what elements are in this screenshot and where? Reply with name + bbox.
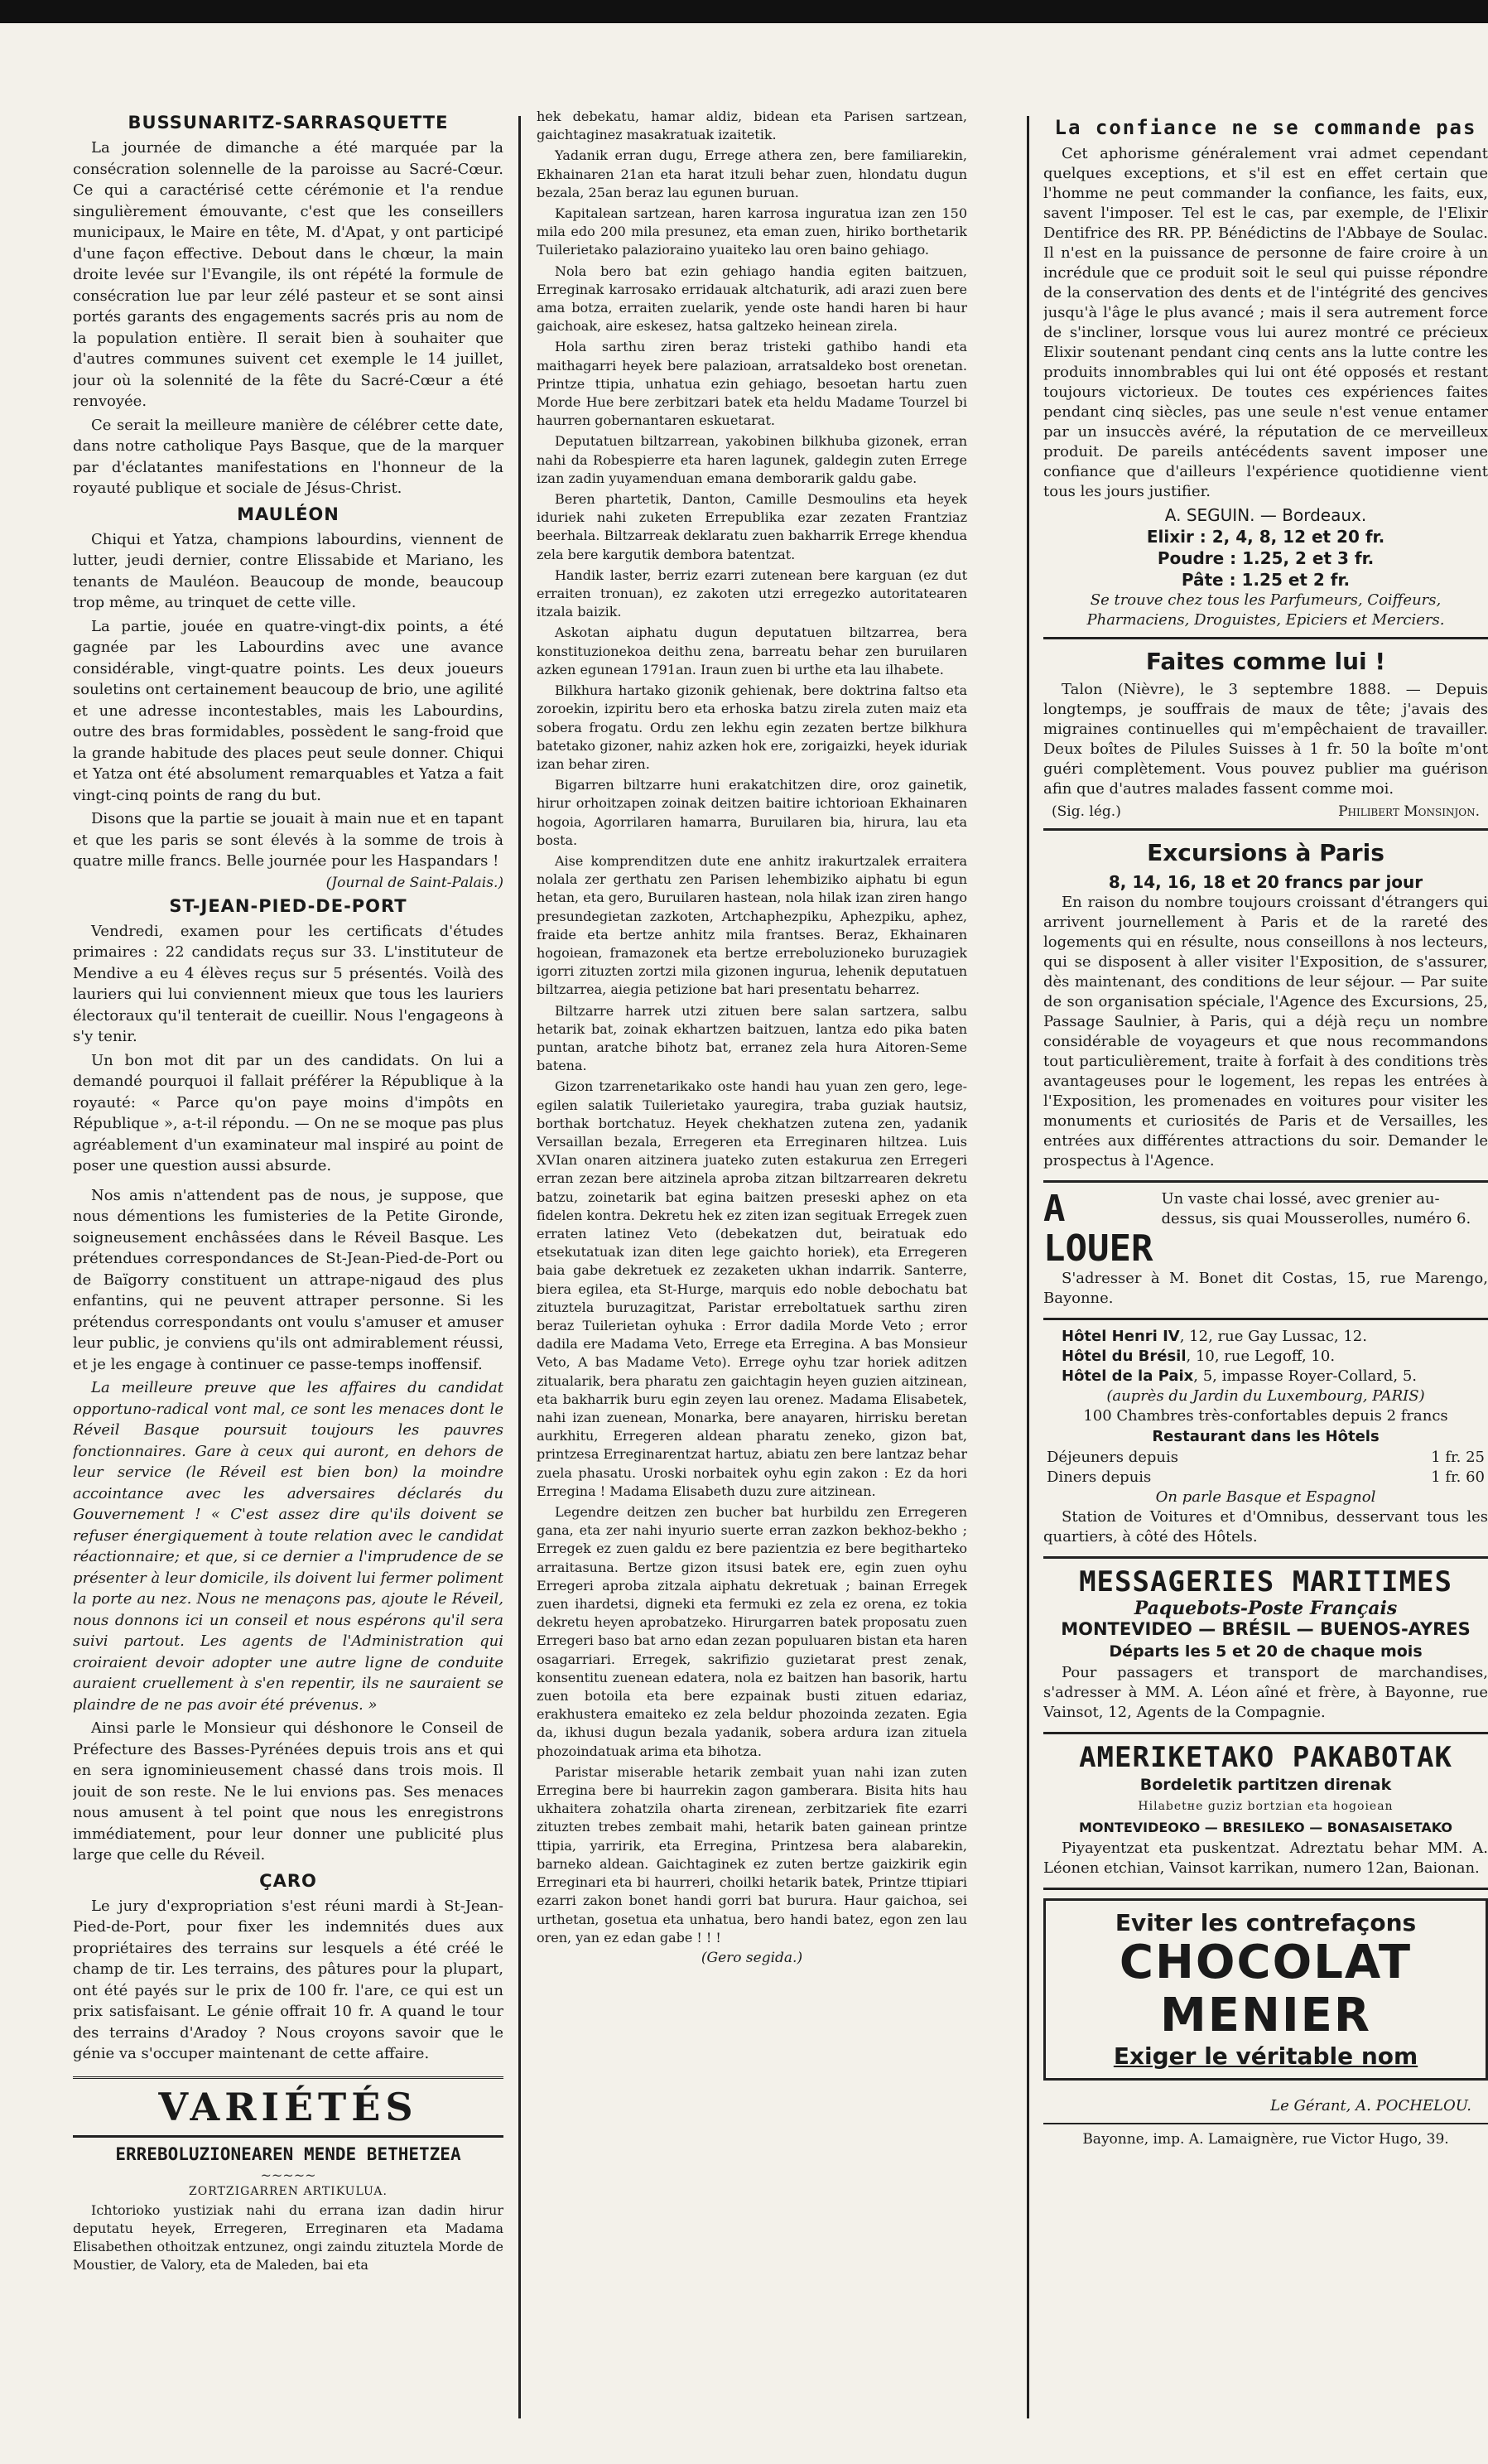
paragraph: Nos amis n'attendent pas de nous, je suppose, que nous démentions les fumisteries de la Petite Gironde, soigneusement enchâssées dans le Réveil Basque. Les prétendues correspondances de St-Jean-Pied-de-Port ou de Baïgorry constituent un attrape-nigaud des plus enfantins, qui ne peuvent attraper personne. Si les prétendus correspondants ont voulu s'amuser et amuser leur public, je conviens qu'ils ont admirablement réussi, et je les engage à continuer ce passe-temps inoffensif. xyxy=(73,1186,503,1373)
availability-note: Se trouve chez tous les Parfumeurs, Coiffeurs, Pharmaciens, Droguistes, Epiciers et Merciers. xyxy=(1086,591,1445,629)
paragraph: Ainsi parle le Monsieur qui déshonore le Conseil de Préfecture des Basses-Pyrénées depuis trois ans et qui en sera ignominieusement chassé dans trois mois. Il jouit de son reste. Ne le lui envions pas. Ses menaces nous amusent à tel point que nous les enregistrons immédiatement, pour leur donner une publicité plus large que celle du Réveil. xyxy=(73,1719,503,1864)
ad-subtitle: Paquebots-Poste Français xyxy=(1134,1598,1398,1619)
ad-title: La confiance ne se commande pas xyxy=(1054,116,1477,139)
paragraph: Pour passagers et transport de marchandises, s'adresser à MM. A. Léon aîné et frère, à Bayonne, rue Vainsot, 12, Agents de la Compagnie. xyxy=(1043,1664,1488,1721)
ad-title: Excursions à Paris xyxy=(1147,839,1384,866)
hotel-address: , 10, rue Legoff, 10. xyxy=(1186,1348,1336,1365)
section-title-mauleon: MAULÉON xyxy=(237,504,339,524)
menier-line-3: MENIER xyxy=(1159,1989,1372,2042)
ornament: ~~~~~ xyxy=(260,2167,316,2183)
ad-title: MESSAGERIES MARITIMES xyxy=(1079,1565,1452,1598)
paragraph: Cet aphorisme généralement vrai admet cependant quelques exceptions, et s'il est en effet certain que l'homme ne peut commander la confiance, les faits, eux, savent l'imposer. Tel est le cas, par exemple, de l'Elixir Dentifrice des RR. PP. Bénédictins de l'Abbaye de Soulac. Il n'est en la puissance de personne de faire croire à un incrédule que ce produit soit le seul qui puisse répondre de la conservation des dents et de l'intégrité des gencives jusqu'à l'âge le plus avancé ; mais il sera autrement force de s'incliner, lorsque vous lui aurez montré ce précieux Elixir soutenant pendant cinq cents ans la lutte contre les produits innombrables qui lui ont été opposés et restant toujours victorieux. De toutes ces expériences faites pendant cinq siècles, pas une seule n'est venue entamer par un insuccès avéré, la réputation de ce merveilleux produit. De pareils antécédents savent imposer une confiance que d'ailleurs l'expérience quotidienne vient tous les jours justifier. xyxy=(1043,145,1488,500)
paragraph: Kapitalean sartzean, haren karrosa inguratua izan zen 150 mila edo 200 mila presunez, eta eman zuen, hiriko borthetarik Tuilerietako palazioraino yuaiteko lau oren baino gehiago. xyxy=(537,205,967,258)
price-value: 1 fr. 25 xyxy=(1431,1449,1485,1466)
hotel-restaurant: Restaurant dans les Hôtels xyxy=(1152,1428,1380,1445)
paragraph: Station de Voitures et d'Omnibus, desservant tous les quartiers, à côté des Hôtels. xyxy=(1043,1508,1488,1545)
signature-legal: (Sig. lég.) xyxy=(1052,803,1121,820)
price-value: 1 fr. 60 xyxy=(1431,1468,1485,1486)
route: MONTEVIDEOKO — BRESILEKO — BONASAISETAKO xyxy=(1078,1820,1452,1835)
paragraph: En raison du nombre toujours croissant d'étrangers qui arrivent journellement à Paris et de la rareté des logements qui en résulte, nous conseillons à nos lecteurs, qui se disposent à aller visiter l'Exposition, de s'assurer, dès maintenant, des conditions de leur séjour. — Par suite de son organisation spéciale, l'Agence des Excursions, 25, Passage Saulnier, à Paris, qui a déjà reçu un nombre considérable de voyageurs et que nous recommandons tout particulièrement, traite à forfait à des conditions très avantageuses pour le logement, les repas les entrées à l'Exposition, les promenades en voitures pour visiter les monuments et curiosités de Paris et de Versailles, les entrées aux différentes attractions du soir. Demander le prospectus à l'Agence. xyxy=(1043,894,1488,1169)
paragraph: Gizon tzarrenetarikako oste handi hau yuan zen gero, lege-egilen salatik Tuilerietako yauregira, traba guziak hautsiz, borthak bortchatuz. Heyek chekhatzen zutena zen, yadanik Versaillan bezala, Erregeren eta Erreginaren hiltzea. Luis XVIan onaren aitzinera juateko zuten estakurua zen Erregeri erran zezan bere aitzinela aproba zitzan biltzarrearen dekretu batzu, zoinetarik bat egina baitzen preseski aphez on eta fidelen kontra. Dekretu hek ez ziten izan segituak Erregek zuen erraten latinez Veto (debekatzen dut, beiratuak edo etsekutatuak izan diten lege gaichto horiek), eta Erregeren baia gabe dekretuek ez zezaketen ukhan indarrik. Santerre, biera egilea, eta St-Hurge, marquis edo noble debochatu bat zituztela buruzagitzat, Paristar erreboltatuek sarthu ziren beraz Tuilerietan oyhuka : Error dadila Morde Veto ; error dadila ere Madama Veto, Errege eta Erregina. A bas Monsieur Veto, A bas Madame Veto). Errege oyhu tzar horiek aditzen zitualarik, bera pharatu zen gaichtagin heyen guzien aitzinean, eta bakharrik buru egin zeyen lau orenez. Madama Elisabetek, nahi izan zuenean, Monarka, bere anayaren, hirrisku beretan aurkhitu, Erregeren aldean pharatu zeneko, gizon bat, printzesa Erreginarentzat hartuz, abiatu zen bere lantzaz behar zuela phasatu. Uroski norbaitek oyhu egin zakon : Ez da hori Erregina ! Madama Elisabeth duzu zure aitzinean. xyxy=(537,1078,967,1499)
paragraph: Paristar miserable hetarik zembait yuan nahi izan zuten Erregina bere bi haurrekin zagon gamberara. Bisita hits hau ukhaitera zohatzila oharta zirenean, zerbitzariek fite ezarri zituzten trebes zembait mahi, hetarik baten gainean printze ttipia, yarririk, eta Erregina, Printzesa bera alabarekin, barneko aldean. Gaichtaginek ez zuten bertze gaizkirik egin Erreginari eta bi haurreri, choilki hetarik batek, Printze ttipiari ezarri zakon bonet handi gorri bat burura. Haur gaichoa, sei urthetan, gosetua eta unhatua, bero handi batez, egon zen lau oren, yan ez edan gabe ! ! ! xyxy=(537,1763,967,1946)
column-3 xyxy=(1043,108,1488,2427)
paragraph: Talon (Nièvre), le 3 septembre 1888. — Depuis longtemps, je souffrais de maux de tête; j'avais des migraines continuelles qui m'empêchaient de travailler. Deux boîtes de Pilules Suisses à 1 fr. 50 la boîte m'ont guéri complètement. Vous pouvez publier ma guérison afin que d'autres malades fassent comme moi. xyxy=(1043,681,1488,798)
paragraph: hek debekatu, hamar aldiz, bidean eta Parisen sartzean, gaichtaginez masakratuak izaitetik. xyxy=(537,108,967,143)
ad-title: AMERIKETAKO PAKABOTAK xyxy=(1079,1741,1452,1774)
ad-subtitle: 8, 14, 16, 18 et 20 francs par jour xyxy=(1108,872,1423,892)
paragraph: Hola sarthu ziren beraz tristeki gathibo handi eta maithagarri heyek bere palazioan, arratsaldeko bost orenetan. Printze ttipia, unhatua ezin gehiago, besoetan hartu zuen Morde Hue bere zerbitzari batek eta heldu Madame Tourzel bi haurren gobernantaren eskuetarat. xyxy=(537,339,967,429)
paragraph: Un bon mot dit par un des candidats. On lui a demandé pourquoi il fallait préférer la République à la royauté: « Parce qu'on paye moins d'impôts en République », a-t-il répondu. — On ne se moque pas plus agréablement d'un examinateur mal inspiré au point de poser une question aussi absurde. xyxy=(73,1051,503,1174)
section-title-bussunaritz: BUSSUNARITZ-SARRASQUETTE xyxy=(128,113,449,133)
paragraph: Handik laster, berriz ezarri zutenean bere karguan (ez dut erraiten tronuan), ez zakoten utzi erregezko autoritatearen itzala baizik. xyxy=(537,567,967,620)
hotel-address: , 12, rue Gay Lussac, 12. xyxy=(1179,1328,1367,1345)
hotel-line xyxy=(1043,1367,1488,1386)
route: MONTEVIDEO — BRÉSIL — BUENOS-AYRES xyxy=(1061,1619,1471,1639)
hotel-line xyxy=(1043,1347,1488,1367)
ad-messageries xyxy=(1043,1559,1488,1734)
paragraph: Bilkhura hartako gizonik gehienak, bere doktrina faltso eta zoroekin, izpiritu bero eta erhoska batzu zirela zuten maiz eta sobera frogatu. Ordu zen lekhu egin zezaten bertze bilkhura batetako gizoner, nahiz azken hok ere, zorigaizki, heyek iduriak izan behar ziren. xyxy=(537,682,967,772)
menier-line-1: Eviter les contrefaçons xyxy=(1115,1909,1417,1936)
menier-line-4: Exiger le véritable nom xyxy=(1113,2042,1418,2070)
paragraph: La journée de dimanche a été marquée par la consécration solennelle de la paroisse au Sacré-Cœur. Ce qui a caractérisé cette cérémonie et l'a rendue singulièrement émouvante, c'est que les conseillers municipaux, le Maire en tête, M. d'Apat, y ont participé d'une façon effective. Debout dans le chœur, la main droite levée sur l'Evangile, ils ont répété la formule de consécration lue par leur zélé pasteur et se sont ainsi portés garants des engagements sacrés pris au nom de la population entière. Il serait bien à souhaiter que d'autres communes suivent cet exemple le 14 juillet, jour où la solennité de la fête du Sacré-Cœur a été renvoyée. xyxy=(73,139,503,410)
varietes-subtitle: ERREBOLUZIONEAREN MENDE BETHETZEA xyxy=(115,2143,461,2164)
paragraph: Vendredi, examen pour les certificats d'études primaires : 22 candidats reçus sur 33. L'instituteur de Mendive a eu 4 élèves reçus sur 5 présentés. Voilà des lauriers qui lui conviennent mieux que tous les lauriers électoraux qu'il tenterait de cueillir. Nous l'engageons à s'y tenir. xyxy=(73,922,503,1045)
paragraph: Askotan aiphatu dugun deputatuen biltzarrea, bera konstituzionekoa deithu zena, barreatu behar zen buruilaren azken egunean 1791an. Iraun zuen bi urthe eta lau ilhabete. xyxy=(537,624,967,677)
top-black-band xyxy=(0,0,1488,23)
paragraph: La partie, jouée en quatre-vingt-dix points, a été gagnée par les Labourdins avec une avance considérable, vingt-quatre points. Les deux joueurs souletins ont certainement beaucoup de brio, une agilité et une adresse incontestables, mais les Labourdins, outre des bras formidables, possèdent le sang-froid que la grande habitude des places peut seule donner. Chiqui et Yatza ont été absolument remarquables et Yatza a fait vingt-cinq points de rang du but. xyxy=(73,617,503,804)
ad-menier xyxy=(1043,1898,1488,2081)
price-elixir: Elixir : 2, 4, 8, 12 et 20 fr. xyxy=(1146,527,1385,547)
ad-faites xyxy=(1043,639,1488,831)
ad-subtitle-2: Hilabetне guziz bortzian eta hogoiean xyxy=(1138,1800,1394,1813)
hotel-rooms: 100 Chambres très-confortables depuis 2 francs xyxy=(1083,1407,1448,1425)
article-label: ZORTZIGARREN ARTIKULUA. xyxy=(189,2184,388,2198)
paragraph: Beren phartetik, Danton, Camille Desmoulins eta heyek iduriek nahi zuketen Errepublika ezar zezaten Frantziaz beerhala. Biltzarreak deklaratu zuen bakharrik Errege khendua zela bere kargutik dembora batentzat. xyxy=(537,491,967,562)
louer-title: A LOUER xyxy=(1043,1188,1153,1270)
varietes-banner xyxy=(73,2076,503,2138)
hotel-line xyxy=(1043,1327,1488,1347)
section-title-caro: ÇARO xyxy=(259,1870,317,1891)
paragraph: Nola bero bat ezin gehiago handia egiten baitzuen, Erreginak karrosako erridauak altchaturik, adi arazi zuen bere ama botza, erraiten zuelarik, yende oste handi haren bi haur gaichoak, aire eskesez, hatsa galtzeko heinean zirela. xyxy=(537,263,967,335)
hotel-name: Hôtel de la Paix xyxy=(1062,1367,1194,1385)
paragraph: Yadanik erran dugu, Errege athera zen, bere familiarekin, Ekhainaren 21an eta harat itzuli behar zuen, hlondatu dugun bezala, 25an beraz lau egunen buruan. xyxy=(537,147,967,200)
paragraph: Bigarren biltzarre huni erakatchitzen dire, oroz gainetik, hirur orhoitzapen zoinak deitzen baitire ichtorioan Ekhainaren hogoia, Agorrilaren hamarra, Buruilaren bia, hirura, lau eta bosta. xyxy=(537,777,967,848)
column-2 xyxy=(537,108,967,2427)
ad-ameriketako xyxy=(1043,1734,1488,1890)
column-rule-left xyxy=(518,116,521,2418)
departures: Départs les 5 et 20 de chaque mois xyxy=(1109,1642,1423,1661)
paragraph: Piyayentzat eta puskentzat. Adreztatu behar MM. A. Léonen etchian, Vainsot karrikan, numero 12an, Baionan. xyxy=(1043,1840,1488,1877)
ad-subtitle: Bordeletik partitzen direnak xyxy=(1139,1776,1392,1794)
hotel-name: Hôtel Henri IV xyxy=(1062,1328,1180,1345)
imprint: Bayonne, imp. A. Lamaignère, rue Victor Hugo, 39. xyxy=(1043,2123,1488,2154)
menier-line-2: CHOCOLAT xyxy=(1119,1936,1413,1989)
varietes-title: VARIÉTÉS xyxy=(158,2084,418,2129)
louer-text: Un vaste chai lossé, avec grenier au-dessus, sis quai Mousserolles, numéro 6. xyxy=(1161,1190,1471,1227)
section-title-stjean: ST-JEAN-PIED-DE-PORT xyxy=(169,895,407,916)
paragraph: Chiqui et Yatza, champions labourdins, viennent de lutter, jeudi dernier, contre Elissabide et Mariano, les tenants de Mauléon. Beaucoup de monde, beaucoup trop même, au trinquet de cette ville. xyxy=(73,530,503,611)
hotel-address: , 5, impasse Royer-Collard, 5. xyxy=(1193,1367,1418,1385)
column-1 xyxy=(73,108,503,2427)
price-pate: Pâte : 1.25 et 2 fr. xyxy=(1181,570,1351,590)
paragraph: S'adresser à M. Bonet dit Costas, 15, rue Marengo, Bayonne. xyxy=(1043,1270,1488,1307)
ad-louer xyxy=(1043,1183,1488,1320)
column-rule-right xyxy=(1027,116,1029,2418)
hotel-name: Hôtel du Brésil xyxy=(1062,1348,1187,1365)
signoff: (Gero segida.) xyxy=(701,1949,803,1966)
price-label: Diners depuis xyxy=(1047,1468,1152,1486)
paragraph: Disons que la partie se jouait à main nue et en tapant et que les paris se sont élevés à la somme de trois à quatre mille francs. Belle journée pour les Haspandars ! xyxy=(73,810,503,870)
paragraph: Biltzarre harrek utzi zituen bere salan sartzera, salbu hetarik bat, zoinak ekhartzen baitzuen, lantza edo pika baten puntan, aratche bihotz bat, erranez zela hura Aitoren-Seme batena. xyxy=(537,1002,967,1074)
paragraph: Deputatuen biltzarrean, yakobinen bilkhuba gizonek, erran nahi da Robespierre eta haren lagunek, galdegin zuten Errege izan zadin yuyamenduan emana demborarik galdu gabe. xyxy=(537,433,967,486)
signature-name: Philibert Monsinjon. xyxy=(1338,803,1480,820)
ad-confiance xyxy=(1043,108,1488,639)
paragraph: Le jury d'expropriation s'est réuni mardi à St-Jean-Pied-de-Port, pour fixer les indemnités dues aux propriétaires des terrains sur lesquels a été créé le champ de tir. Les terrains, des pâtures pour la plupart, ont été payés sur le prix de 100 fr. l'are, ce qui est un prix satisfaisant. Le génie offrait 10 fr. A quand le tour des terrains d'Aradoy ? Nous croyons savoir que le génie va s'occuper maintenant de cette affaire. xyxy=(73,1897,503,2062)
gerant: Le Gérant, A. POCHELOU. xyxy=(1270,2097,1471,2114)
ad-title: Faites comme lui ! xyxy=(1145,648,1386,675)
price-poudre: Poudre : 1.25, 2 et 3 fr. xyxy=(1157,548,1375,568)
paragraph: La meilleure preuve que les affaires du candidat opportuno-radical vont mal, ce sont les menaces dont le Réveil Basque poursuit toujours les pauvres fonctionnaires. Gare à ceux qui auront, en dehors de leur service (le Réveil est bien bon) la moindre accointance avec les adversaires déclarés du Gouvernement ! « C'est assez dire qu'ils doivent se refuser énergiquement à toute relation avec le candidat réactionnaire; et que, si ce dernier a l'imprudence de se présenter à leur domicile, ils doivent lui fermer poliment la porte au nez. Nous ne menaçons pas, ajoute le Réveil, nous donnons ici un conseil et nous espérons qu'il sera suivi partout. Les agents de l'Administration qui croiraient devoir adopter une autre ligne de conduite auraient cruellement à s'en repentir, ils ne sauraient se plaindre de ne pas avoir été prévenus. » xyxy=(73,1379,503,1714)
paragraph: Ce serait la meilleure manière de célébrer cette date, dans notre catholique Pays Basque, que de la marquer par d'éclatantes manifestations en l'honneur de la royauté publique et sociale de Jésus-Christ. xyxy=(73,416,503,497)
ad-hotels xyxy=(1043,1320,1488,1559)
price-label: Déjeuners depuis xyxy=(1047,1449,1179,1466)
paragraph: Aise komprenditzen dute ene anhitz irakurtzalek erraitera nolala zer gerthatu zen Parisen lehembiziko aiphatu bi egun hetan, eta gero, Buruilaren hastean, nola hilak izan ziren hango presundegietan zazkoten, Artchaphezpiku, Aphezpiku, aphez, fraide eta bertze anhitz mila frantses. Beraz, Ekhainaren hogoiean, framazonek eta bertze erreboluzioneko buruzagiek igorri zituzten zortzi mila gizonen ingurua, lehenik deputatuen biltzarrea, aiegia petizione bat hari presentatu beharrez. xyxy=(537,852,967,998)
paragraph: Ichtorioko yustiziak nahi du errana izan dadin hirur deputatu heyek, Erregeren, Erreginaren eta Madama Elisabethen othoitzak entzunez, ongi zaindu zituztela Morde de Moustier, de Valory, eta de Maleden, bai eta xyxy=(73,2201,503,2274)
paragraph: Legendre deitzen zen bucher bat hurbildu zen Erregeren gana, eta zer nahi inyurio suerte erran zazkon bekhoz-bekho ; Erregek ez zuen galdu ez bere pazientzia ez bere begitharteko arraitasuna. Bertze gizon itsusi batek ere, egin zuen oyhu Erregeri aproba zitzala aiphatu dekretuak ; bainan Erregek zuen ihardetsi, digneki eta fermuki ez zela ez orena, ez tokia dekretu heyen aprobatzeko. Hirurgarren batek proposatu zuen Erregeri baso bat arno edan zezan populuaren bistan eta haren osagarriari. Erregek, sakrifizio guzietarat prest zenak, konsentitu zuenean edatera, nola ez baitzen han basorik, hartu zuen botoila eta bere ezpainak busti zituen edariaz, erakhustera emaiteko ez zela beldur phozoinda zezaten. Egia da, ikhusi dugun bezala yadanik, sobera ardura izan zituela phozoindatuak arima eta bihotza. xyxy=(537,1504,967,1759)
hotel-location: (auprès du Jardin du Luxembourg, PARIS) xyxy=(1106,1387,1425,1405)
source-note: (Journal de Saint-Palais.) xyxy=(325,874,503,891)
seller: A. SEGUIN. — Bordeaux. xyxy=(1164,505,1367,525)
ad-excursions xyxy=(1043,831,1488,1183)
hotel-languages: On parle Basque et Espagnol xyxy=(1155,1488,1376,1506)
